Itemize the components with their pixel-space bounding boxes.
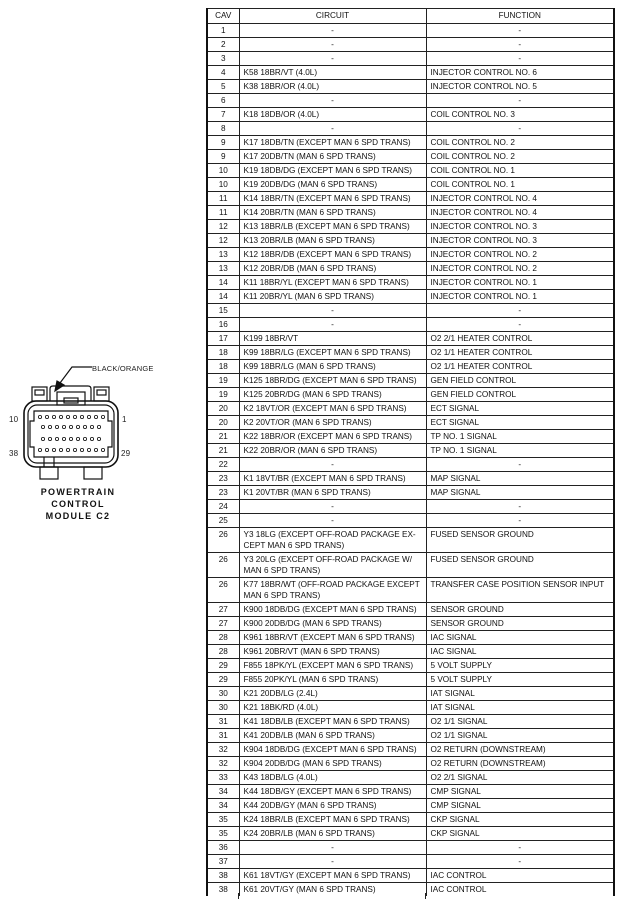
cav-cell: 27 — [207, 617, 239, 631]
function-cell: O2 1/1 HEATER CONTROL — [426, 346, 614, 360]
table-row — [207, 122, 614, 136]
table-row — [207, 318, 614, 332]
function-cell: MAP SIGNAL — [426, 472, 614, 486]
cav-cell: 32 — [207, 757, 239, 771]
cav-cell: 20 — [207, 402, 239, 416]
cav-cell: 37 — [207, 855, 239, 869]
function-cell: CMP SIGNAL — [426, 785, 614, 799]
function-cell: - — [426, 52, 614, 66]
function-cell: - — [426, 38, 614, 52]
cav-cell: 30 — [207, 687, 239, 701]
header-function: FUNCTION — [426, 9, 614, 24]
table-row — [207, 220, 614, 234]
pin-label-top-right: 1 — [122, 415, 127, 424]
table-row — [207, 827, 614, 841]
table-row — [207, 262, 614, 276]
circuit-cell: K961 18BR/VT (EXCEPT MAN 6 SPD TRANS) — [239, 631, 426, 645]
function-cell: - — [426, 458, 614, 472]
circuit-cell: F855 20PK/YL (MAN 6 SPD TRANS) — [239, 673, 426, 687]
table-row — [207, 360, 614, 374]
circuit-cell: K1 18VT/BR (EXCEPT MAN 6 SPD TRANS) — [239, 472, 426, 486]
table-row — [207, 276, 614, 290]
table-row — [207, 869, 614, 883]
circuit-cell: K13 20BR/LB (MAN 6 SPD TRANS) — [239, 234, 426, 248]
function-cell: ECT SIGNAL — [426, 416, 614, 430]
circuit-cell: K14 20BR/TN (MAN 6 SPD TRANS) — [239, 206, 426, 220]
table-row — [207, 24, 614, 38]
circuit-cell: K21 20DB/LG (2.4L) — [239, 687, 426, 701]
table-row — [207, 553, 614, 578]
table-divider-tail — [238, 893, 239, 899]
function-cell: SENSOR GROUND — [426, 603, 614, 617]
circuit-cell: K44 20DB/GY (MAN 6 SPD TRANS) — [239, 799, 426, 813]
function-cell: - — [426, 304, 614, 318]
table-row — [207, 687, 614, 701]
function-cell: 5 VOLT SUPPLY — [426, 659, 614, 673]
function-cell: MAP SIGNAL — [426, 486, 614, 500]
table-row — [207, 617, 614, 631]
function-cell: - — [426, 94, 614, 108]
cav-cell: 28 — [207, 631, 239, 645]
function-cell: COIL CONTROL NO. 3 — [426, 108, 614, 122]
circuit-cell: K2 18VT/OR (EXCEPT MAN 6 SPD TRANS) — [239, 402, 426, 416]
circuit-cell: K19 20DB/DG (MAN 6 SPD TRANS) — [239, 178, 426, 192]
circuit-cell: K904 18DB/DG (EXCEPT MAN 6 SPD TRANS) — [239, 743, 426, 757]
cav-cell: 4 — [207, 66, 239, 80]
header-cav: CAV — [207, 9, 239, 24]
function-cell: INJECTOR CONTROL NO. 2 — [426, 248, 614, 262]
cav-cell: 34 — [207, 785, 239, 799]
connector-face-icon — [0, 355, 170, 485]
table-row — [207, 94, 614, 108]
function-cell: CKP SIGNAL — [426, 813, 614, 827]
table-row — [207, 855, 614, 869]
table-row — [207, 603, 614, 617]
cav-cell: 17 — [207, 332, 239, 346]
cav-cell: 1 — [207, 24, 239, 38]
cav-cell: 38 — [207, 869, 239, 883]
cav-cell: 11 — [207, 192, 239, 206]
table-row — [207, 771, 614, 785]
table-row — [207, 402, 614, 416]
cav-cell: 30 — [207, 701, 239, 715]
table-row — [207, 108, 614, 122]
function-cell: O2 1/1 SIGNAL — [426, 715, 614, 729]
cav-cell: 12 — [207, 234, 239, 248]
cav-cell: 10 — [207, 178, 239, 192]
circuit-cell: - — [239, 855, 426, 869]
function-cell: INJECTOR CONTROL NO. 6 — [426, 66, 614, 80]
header-circuit: CIRCUIT — [239, 9, 426, 24]
cav-cell: 23 — [207, 472, 239, 486]
function-cell: IAT SIGNAL — [426, 687, 614, 701]
circuit-cell: K199 18BR/VT — [239, 332, 426, 346]
circuit-cell: K22 18BR/OR (EXCEPT MAN 6 SPD TRANS) — [239, 430, 426, 444]
table-row — [207, 38, 614, 52]
circuit-cell: K41 18DB/LB (EXCEPT MAN 6 SPD TRANS) — [239, 715, 426, 729]
circuit-cell: K125 20BR/DG (MAN 6 SPD TRANS) — [239, 388, 426, 402]
function-cell: CKP SIGNAL — [426, 827, 614, 841]
circuit-cell: - — [239, 500, 426, 514]
table-row — [207, 528, 614, 553]
circuit-cell: K961 20BR/VT (MAN 6 SPD TRANS) — [239, 645, 426, 659]
cav-cell: 6 — [207, 94, 239, 108]
table-row — [207, 374, 614, 388]
wire-color-label: BLACK/ORANGE — [92, 364, 154, 373]
cav-cell: 19 — [207, 374, 239, 388]
table-row — [207, 883, 614, 897]
function-cell: INJECTOR CONTROL NO. 3 — [426, 220, 614, 234]
cav-cell: 29 — [207, 673, 239, 687]
table-row — [207, 472, 614, 486]
cav-cell: 38 — [207, 883, 239, 897]
table-row — [207, 841, 614, 855]
function-cell: O2 RETURN (DOWNSTREAM) — [426, 757, 614, 771]
function-cell: O2 1/1 HEATER CONTROL — [426, 360, 614, 374]
cav-cell: 35 — [207, 813, 239, 827]
circuit-cell: K12 18BR/DB (EXCEPT MAN 6 SPD TRANS) — [239, 248, 426, 262]
function-cell: COIL CONTROL NO. 1 — [426, 178, 614, 192]
table-row — [207, 673, 614, 687]
table-row — [207, 444, 614, 458]
table-row — [207, 659, 614, 673]
cav-cell: 25 — [207, 514, 239, 528]
circuit-cell: K1 20VT/BR (MAN 6 SPD TRANS) — [239, 486, 426, 500]
cav-cell: 13 — [207, 262, 239, 276]
cav-cell: 27 — [207, 603, 239, 617]
circuit-cell: K125 18BR/DG (EXCEPT MAN 6 SPD TRANS) — [239, 374, 426, 388]
table-header-row — [207, 9, 614, 24]
cav-cell: 14 — [207, 290, 239, 304]
function-cell: COIL CONTROL NO. 1 — [426, 164, 614, 178]
cav-cell: 19 — [207, 388, 239, 402]
circuit-cell: K77 18BR/WT (OFF-ROAD PACKAGE EXCEPT MAN 6 SPD TRANS) — [239, 578, 426, 603]
table-row — [207, 66, 614, 80]
function-cell: O2 2/1 SIGNAL — [426, 771, 614, 785]
circuit-cell: K17 18DB/TN (EXCEPT MAN 6 SPD TRANS) — [239, 136, 426, 150]
function-cell: O2 2/1 HEATER CONTROL — [426, 332, 614, 346]
circuit-cell: - — [239, 514, 426, 528]
connector-title-line-3: MODULE C2 — [45, 511, 111, 521]
table-row — [207, 206, 614, 220]
connector-title-line-2: CONTROL — [51, 499, 105, 509]
circuit-cell: K19 18DB/DG (EXCEPT MAN 6 SPD TRANS) — [239, 164, 426, 178]
circuit-cell: - — [239, 24, 426, 38]
pinout-table — [206, 8, 615, 896]
circuit-cell: K11 18BR/YL (EXCEPT MAN 6 SPD TRANS) — [239, 276, 426, 290]
table-row — [207, 304, 614, 318]
cav-cell: 32 — [207, 743, 239, 757]
circuit-cell: Y3 18LG (EXCEPT OFF-ROAD PACKAGE EX-CEPT MAN 6 SPD TRANS) — [239, 528, 426, 553]
cav-cell: 36 — [207, 841, 239, 855]
table-row — [207, 248, 614, 262]
function-cell: - — [426, 318, 614, 332]
circuit-cell: K900 18DB/DG (EXCEPT MAN 6 SPD TRANS) — [239, 603, 426, 617]
pin-label-bottom-right: 29 — [121, 449, 131, 458]
function-cell: - — [426, 855, 614, 869]
function-cell: SENSOR GROUND — [426, 617, 614, 631]
function-cell: - — [426, 500, 614, 514]
circuit-cell: - — [239, 304, 426, 318]
table-row — [207, 52, 614, 66]
table-row — [207, 799, 614, 813]
function-cell: TP NO. 1 SIGNAL — [426, 430, 614, 444]
circuit-cell: K99 18BR/LG (MAN 6 SPD TRANS) — [239, 360, 426, 374]
function-cell: - — [426, 841, 614, 855]
function-cell: GEN FIELD CONTROL — [426, 374, 614, 388]
circuit-cell: K61 18VT/GY (EXCEPT MAN 6 SPD TRANS) — [239, 869, 426, 883]
function-cell: IAC SIGNAL — [426, 631, 614, 645]
table-row — [207, 785, 614, 799]
cav-cell: 24 — [207, 500, 239, 514]
cav-cell: 29 — [207, 659, 239, 673]
cav-cell: 26 — [207, 528, 239, 553]
function-cell: IAC SIGNAL — [426, 645, 614, 659]
function-cell: INJECTOR CONTROL NO. 5 — [426, 80, 614, 94]
circuit-cell: - — [239, 841, 426, 855]
cav-cell: 31 — [207, 715, 239, 729]
circuit-cell: K38 18BR/OR (4.0L) — [239, 80, 426, 94]
circuit-cell: Y3 20LG (EXCEPT OFF-ROAD PACKAGE W/ MAN 6 SPD TRANS) — [239, 553, 426, 578]
cav-cell: 21 — [207, 444, 239, 458]
table-row — [207, 645, 614, 659]
circuit-cell: - — [239, 122, 426, 136]
table-row — [207, 486, 614, 500]
circuit-cell: - — [239, 458, 426, 472]
table-row — [207, 813, 614, 827]
function-cell: IAC CONTROL — [426, 869, 614, 883]
function-cell: O2 RETURN (DOWNSTREAM) — [426, 743, 614, 757]
function-cell: INJECTOR CONTROL NO. 3 — [426, 234, 614, 248]
table-row — [207, 430, 614, 444]
circuit-cell: - — [239, 52, 426, 66]
table-row — [207, 743, 614, 757]
circuit-cell: K17 20DB/TN (MAN 6 SPD TRANS) — [239, 150, 426, 164]
function-cell: 5 VOLT SUPPLY — [426, 673, 614, 687]
circuit-cell: - — [239, 38, 426, 52]
function-cell: COIL CONTROL NO. 2 — [426, 136, 614, 150]
circuit-cell: F855 18PK/YL (EXCEPT MAN 6 SPD TRANS) — [239, 659, 426, 673]
circuit-cell: K13 18BR/LB (EXCEPT MAN 6 SPD TRANS) — [239, 220, 426, 234]
table-row — [207, 729, 614, 743]
cav-cell: 28 — [207, 645, 239, 659]
table-row — [207, 701, 614, 715]
circuit-cell: K44 18DB/GY (EXCEPT MAN 6 SPD TRANS) — [239, 785, 426, 799]
table-row — [207, 150, 614, 164]
circuit-cell: K14 18BR/TN (EXCEPT MAN 6 SPD TRANS) — [239, 192, 426, 206]
table-body — [207, 24, 614, 897]
function-cell: GEN FIELD CONTROL — [426, 388, 614, 402]
function-cell: INJECTOR CONTROL NO. 1 — [426, 276, 614, 290]
circuit-cell: K11 20BR/YL (MAN 6 SPD TRANS) — [239, 290, 426, 304]
function-cell: IAT SIGNAL — [426, 701, 614, 715]
function-cell: ECT SIGNAL — [426, 402, 614, 416]
cav-cell: 5 — [207, 80, 239, 94]
circuit-cell: K2 20VT/OR (MAN 6 SPD TRANS) — [239, 416, 426, 430]
table-row — [207, 164, 614, 178]
circuit-cell: K24 18BR/LB (EXCEPT MAN 6 SPD TRANS) — [239, 813, 426, 827]
cav-cell: 20 — [207, 416, 239, 430]
function-cell: INJECTOR CONTROL NO. 4 — [426, 192, 614, 206]
cav-cell: 13 — [207, 248, 239, 262]
table-row — [207, 757, 614, 771]
cav-cell: 18 — [207, 360, 239, 374]
cav-cell: 15 — [207, 304, 239, 318]
cav-cell: 9 — [207, 136, 239, 150]
pin-label-top-left: 10 — [9, 415, 19, 424]
cav-cell: 31 — [207, 729, 239, 743]
table-row — [207, 80, 614, 94]
table-row — [207, 136, 614, 150]
circuit-cell: K41 20DB/LB (MAN 6 SPD TRANS) — [239, 729, 426, 743]
table-row — [207, 631, 614, 645]
table-row — [207, 416, 614, 430]
function-cell: O2 1/1 SIGNAL — [426, 729, 614, 743]
cav-cell: 34 — [207, 799, 239, 813]
cav-cell: 26 — [207, 553, 239, 578]
circuit-cell: - — [239, 94, 426, 108]
cav-cell: 23 — [207, 486, 239, 500]
circuit-cell: K21 18BK/RD (4.0L) — [239, 701, 426, 715]
cav-cell: 12 — [207, 220, 239, 234]
connector-diagram — [0, 355, 170, 530]
table-row — [207, 458, 614, 472]
cav-cell: 2 — [207, 38, 239, 52]
circuit-cell: K58 18BR/VT (4.0L) — [239, 66, 426, 80]
function-cell: COIL CONTROL NO. 2 — [426, 150, 614, 164]
function-cell: - — [426, 514, 614, 528]
table-row — [207, 578, 614, 603]
table-row — [207, 346, 614, 360]
circuit-cell: - — [239, 318, 426, 332]
circuit-cell: K12 20BR/DB (MAN 6 SPD TRANS) — [239, 262, 426, 276]
cav-cell: 8 — [207, 122, 239, 136]
table-row — [207, 290, 614, 304]
cav-cell: 11 — [207, 206, 239, 220]
table-row — [207, 715, 614, 729]
cav-cell: 21 — [207, 430, 239, 444]
circuit-cell: K99 18BR/LG (EXCEPT MAN 6 SPD TRANS) — [239, 346, 426, 360]
function-cell: TP NO. 1 SIGNAL — [426, 444, 614, 458]
function-cell: TRANSFER CASE POSITION SENSOR INPUT — [426, 578, 614, 603]
table-row — [207, 234, 614, 248]
circuit-cell: K61 20VT/GY (MAN 6 SPD TRANS) — [239, 883, 426, 897]
circuit-cell: K900 20DB/DG (MAN 6 SPD TRANS) — [239, 617, 426, 631]
cav-cell: 14 — [207, 276, 239, 290]
cav-cell: 35 — [207, 827, 239, 841]
table-row — [207, 514, 614, 528]
function-cell: INJECTOR CONTROL NO. 4 — [426, 206, 614, 220]
circuit-cell: K22 20BR/OR (MAN 6 SPD TRANS) — [239, 444, 426, 458]
cav-cell: 22 — [207, 458, 239, 472]
cav-cell: 9 — [207, 150, 239, 164]
table-row — [207, 388, 614, 402]
cav-cell: 16 — [207, 318, 239, 332]
function-cell: FUSED SENSOR GROUND — [426, 553, 614, 578]
function-cell: FUSED SENSOR GROUND — [426, 528, 614, 553]
function-cell: INJECTOR CONTROL NO. 2 — [426, 262, 614, 276]
cav-cell: 7 — [207, 108, 239, 122]
circuit-cell: K43 18DB/LG (4.0L) — [239, 771, 426, 785]
circuit-cell: K24 20BR/LB (MAN 6 SPD TRANS) — [239, 827, 426, 841]
table-row — [207, 332, 614, 346]
function-cell: - — [426, 24, 614, 38]
cav-cell: 3 — [207, 52, 239, 66]
circuit-cell: K18 18DB/OR (4.0L) — [239, 108, 426, 122]
function-cell: CMP SIGNAL — [426, 799, 614, 813]
cav-cell: 33 — [207, 771, 239, 785]
function-cell: INJECTOR CONTROL NO. 1 — [426, 290, 614, 304]
table-row — [207, 500, 614, 514]
function-cell: - — [426, 122, 614, 136]
table-divider-tail — [425, 893, 426, 899]
function-cell: IAC CONTROL — [426, 883, 614, 897]
circuit-cell: K904 20DB/DG (MAN 6 SPD TRANS) — [239, 757, 426, 771]
connector-title-line-1: POWERTRAIN — [40, 487, 116, 497]
pin-label-bottom-left: 38 — [9, 449, 19, 458]
table-row — [207, 178, 614, 192]
cav-cell: 10 — [207, 164, 239, 178]
cav-cell: 18 — [207, 346, 239, 360]
cav-cell: 26 — [207, 578, 239, 603]
table-row — [207, 192, 614, 206]
